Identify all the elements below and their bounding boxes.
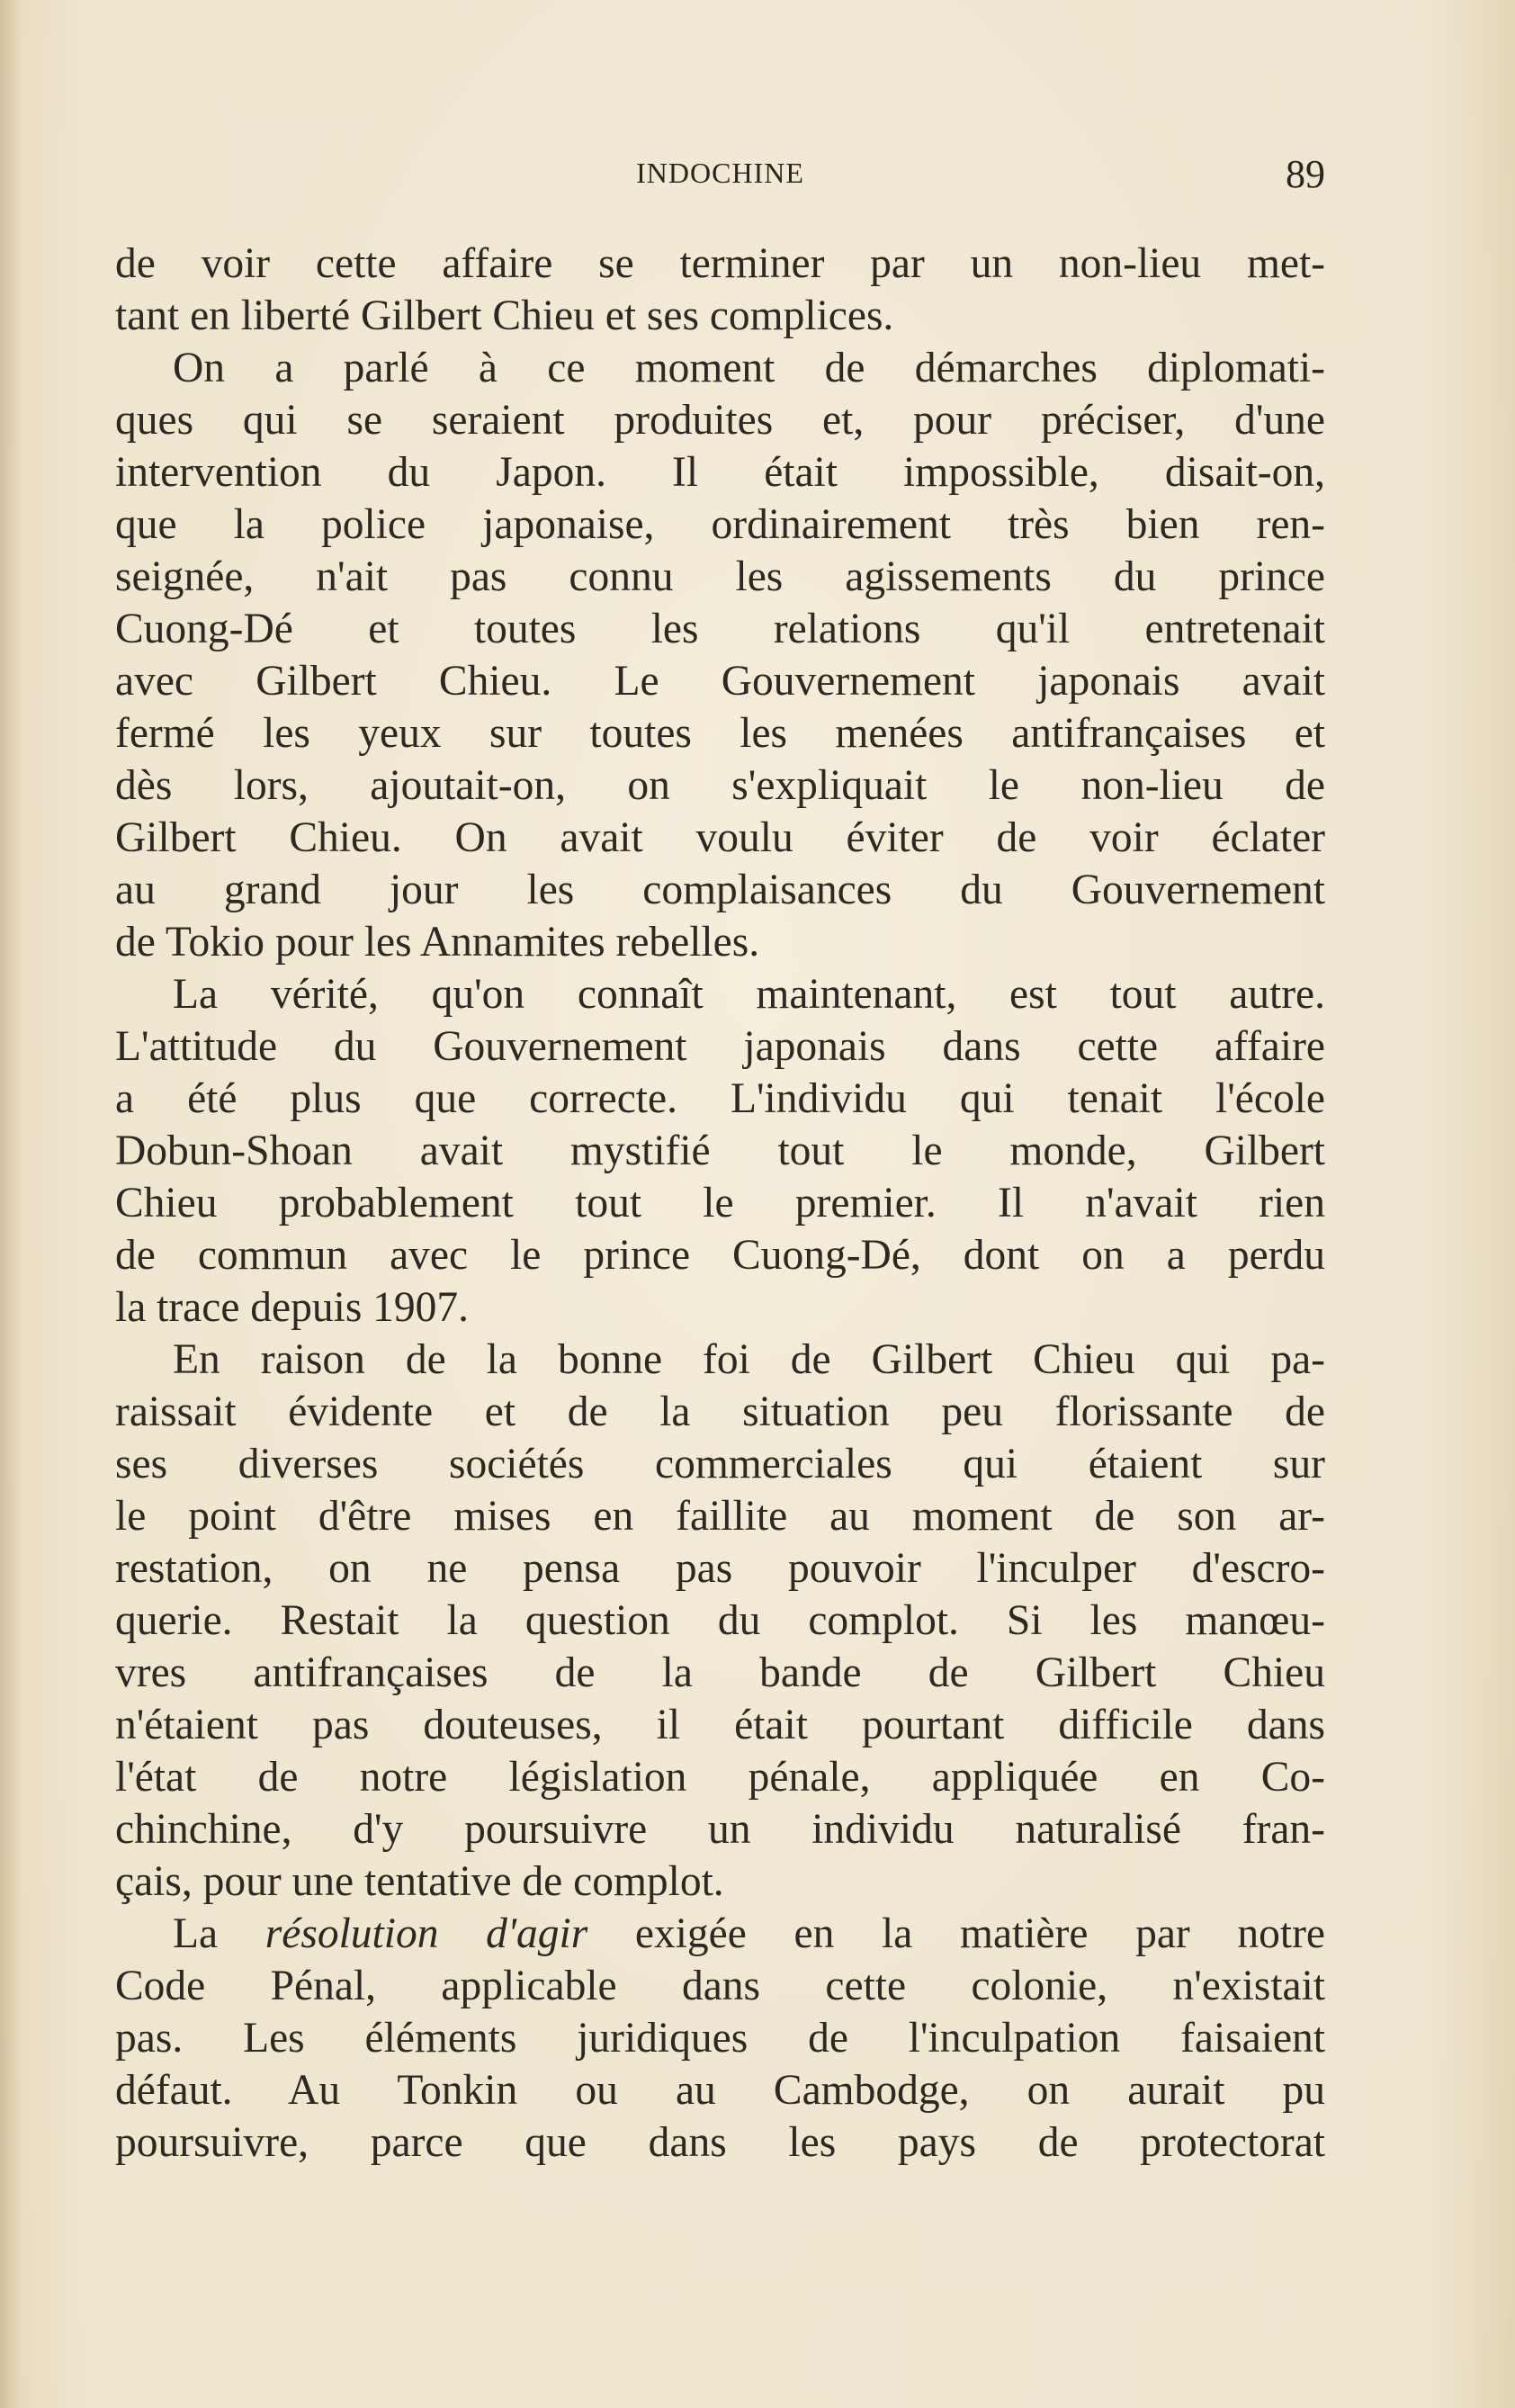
text-line: pas. Les éléments juridiques de l'inculpation faisaient	[115, 2015, 1325, 2062]
text-line: Gilbert Chieu. On avait voulu éviter de voir éclater	[115, 814, 1325, 861]
text-line: que la police japonaise, ordinairement très bien ren-	[115, 501, 1325, 548]
text-line: au grand jour les complaisances du Gouvernement	[115, 867, 1325, 913]
text-line: de commun avec le prince Cuong-Dé, dont on a perdu	[115, 1232, 1325, 1279]
running-title: INDOCHINE	[636, 157, 804, 189]
text-line: a été plus que correcte. L'individu qui tenait l'école	[115, 1075, 1325, 1122]
text-line: Dobun-Shoan avait mystifié tout le monde, Gilbert	[115, 1128, 1325, 1174]
text-line: dès lors, ajoutait-on, on s'expliquait le non-lieu de	[115, 762, 1325, 809]
text-line: fermé les yeux sur toutes les menées antifrançaises et	[115, 710, 1325, 757]
italic-phrase: résolution d'agir	[264, 1910, 588, 1957]
text-line: Chieu probablement tout le premier. Il n'avait rien	[115, 1180, 1325, 1226]
text-line: çais, pour une tentative de complot.	[115, 1858, 724, 1905]
text-line: poursuivre, parce que dans les pays de protectorat	[115, 2119, 1325, 2166]
body-text	[115, 238, 1325, 2169]
text-line: L'attitude du Gouvernement japonais dans cette affaire	[115, 1023, 1325, 1070]
text-line: La vérité, qu'on connaît maintenant, est tout autre.	[173, 971, 1325, 1018]
text-line: l'état de notre législation pénale, appliquée en Co-	[115, 1754, 1325, 1801]
running-head	[115, 151, 1325, 205]
text-line: avec Gilbert Chieu. Le Gouvernement japonais avait	[115, 658, 1325, 705]
text-run: exigée en la matière par notre	[634, 1910, 1325, 1957]
text-line: seignée, n'ait pas connu les agissements du prince	[115, 553, 1325, 600]
text-line: ses diverses sociétés commerciales qui étaient sur	[115, 1441, 1325, 1487]
text-line: intervention du Japon. Il était impossible, disait-on,	[115, 449, 1325, 496]
text-line: On a parlé à ce moment de démarches diplomati-	[173, 345, 1325, 391]
text-line: En raison de la bonne foi de Gilbert Chieu qui pa-	[173, 1336, 1325, 1383]
page-number: 89	[1286, 152, 1325, 196]
text-line: Cuong-Dé et toutes les relations qu'il entretenait	[115, 606, 1325, 652]
text-line: restation, on ne pensa pas pouvoir l'inculper d'escro-	[115, 1545, 1325, 1592]
text-line: n'étaient pas douteuses, il était pourtant difficile dans	[115, 1702, 1325, 1748]
text-line: chinchine, d'y poursuivre un individu naturalisé fran-	[115, 1806, 1325, 1853]
text-line: querie. Restait la question du complot. Si les manœu-	[115, 1597, 1325, 1644]
text-line: de voir cette affaire se terminer par un non-lieu met-	[115, 240, 1325, 287]
text-line: tant en liberté Gilbert Chieu et ses complices.	[115, 292, 894, 339]
text-line: raissait évidente et de la situation peu florissante de	[115, 1388, 1325, 1435]
text-line: défaut. Au Tonkin ou au Cambodge, on aurait pu	[115, 2067, 1325, 2114]
text-line: le point d'être mises en faillite au moment de son ar-	[115, 1493, 1325, 1540]
text-run: La	[173, 1910, 219, 1957]
text-line: Code Pénal, applicable dans cette colonie, n'existait	[115, 1963, 1325, 2009]
text-line: ques qui se seraient produites et, pour préciser, d'une	[115, 397, 1325, 444]
text-line	[115, 1908, 1325, 1960]
text-line: de Tokio pour les Annamites rebelles.	[115, 919, 760, 966]
text-line: la trace depuis 1907.	[115, 1284, 470, 1331]
text-line: vres antifrançaises de la bande de Gilbert Chieu	[115, 1649, 1325, 1696]
